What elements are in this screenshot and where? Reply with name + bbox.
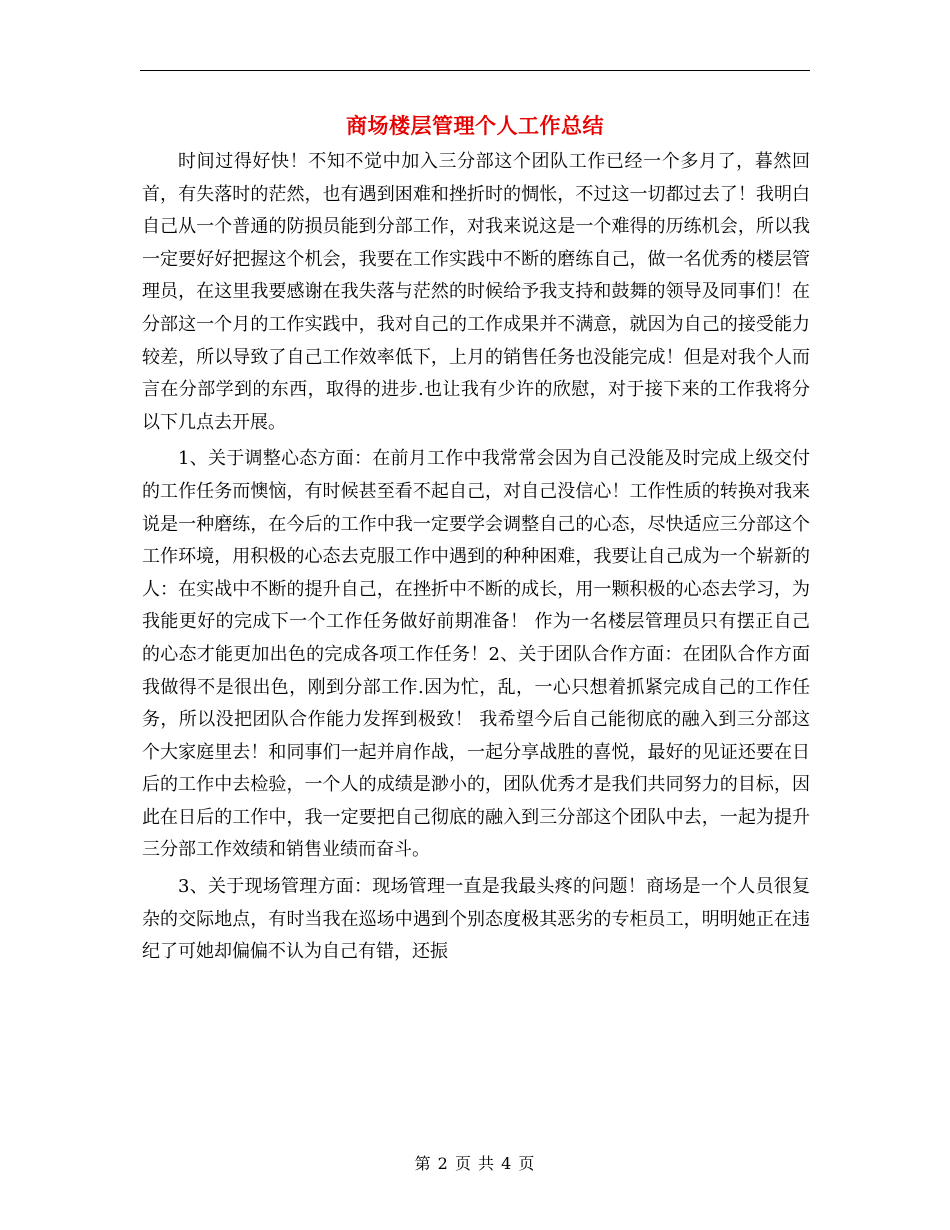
page-number-footer: 第 2 页 共 4 页 <box>414 1154 536 1173</box>
document-title: 商场楼层管理个人工作总结 <box>346 113 604 138</box>
paragraph-mindset-teamwork: 1、关于调整心态方面：在前月工作中我常常会因为自己没能及时完成上级交付的工作任务而懊恼，有时候甚至看不起自己，对自己没信心！工作性质的转换对我来说是一种磨练，在今后的工作中我一定要学会调整自己的心态，尽快适应三分部这个工作环境，用积极的心态去克服工作中遇到的种种困难，我要让自己成为一个崭新的人：在实战中不断的提升自己，在挫折中不断的成长，用一颗积极的心态去学习，为我能更好的完成下一个工作任务做好前期准备！ 作为一名楼层管理员只有摆正自己的心态才能更加出色的完成各项工作任务！2、关于团队合作方面：在团队合作方面我做得不是很出色，刚到分部工作.因为忙，乱，一心只想着抓紧完成自己的工作任务，所以没把团队合作能力发挥到极致！ 我希望今后自己能彻底的融入到三分部这个大家庭里去！和同事们一起并肩作战，一起分享战胜的喜悦，最好的见证还要在日后的工作中去检验，一个人的成绩是渺小的，团队优秀才是我们共同努力的目标，因此在日后的工作中，我一定要把自己彻底的融入到三分部这个团队中去，一起为提升三分部工作效绩和销售业绩而奋斗。 <box>142 448 810 861</box>
header-rule <box>140 70 810 71</box>
paragraph-site-management: 3、关于现场管理方面：现场管理一直是我最头疼的问题！商场是一个人员很复杂的交际地点，有时当我在巡场中遇到个别态度极其恶劣的专柜员工，明明她正在违纪了可她却偏偏不认为自己有错，还振 <box>142 876 810 963</box>
document-body <box>142 146 810 969</box>
paragraph-intro: 时间过得好快！不知不觉中加入三分部这个团队工作已经一个多月了，暮然回首，有失落时的茫然，也有遇到困难和挫折时的惆怅，不过这一切都过去了！我明白自己从一个普通的防损员能到分部工作，对我来说这是一个难得的历练机会，所以我一定要好好把握这个机会，我要在工作实践中不断的磨练自己，做一名优秀的楼层管理员，在这里我要感谢在我失落与茫然的时候给予我支持和鼓舞的领导及同事们！在分部这一个月的工作实践中，我对自己的工作成果并不满意，就因为自己的接受能力较差，所以导致了自己工作效率低下，上月的销售任务也没能完成！但是对我个人而言在分部学到的东西，取得的进步.也让我有少许的欣慰，对于接下来的工作我将分以下几点去开展。 <box>142 151 810 433</box>
